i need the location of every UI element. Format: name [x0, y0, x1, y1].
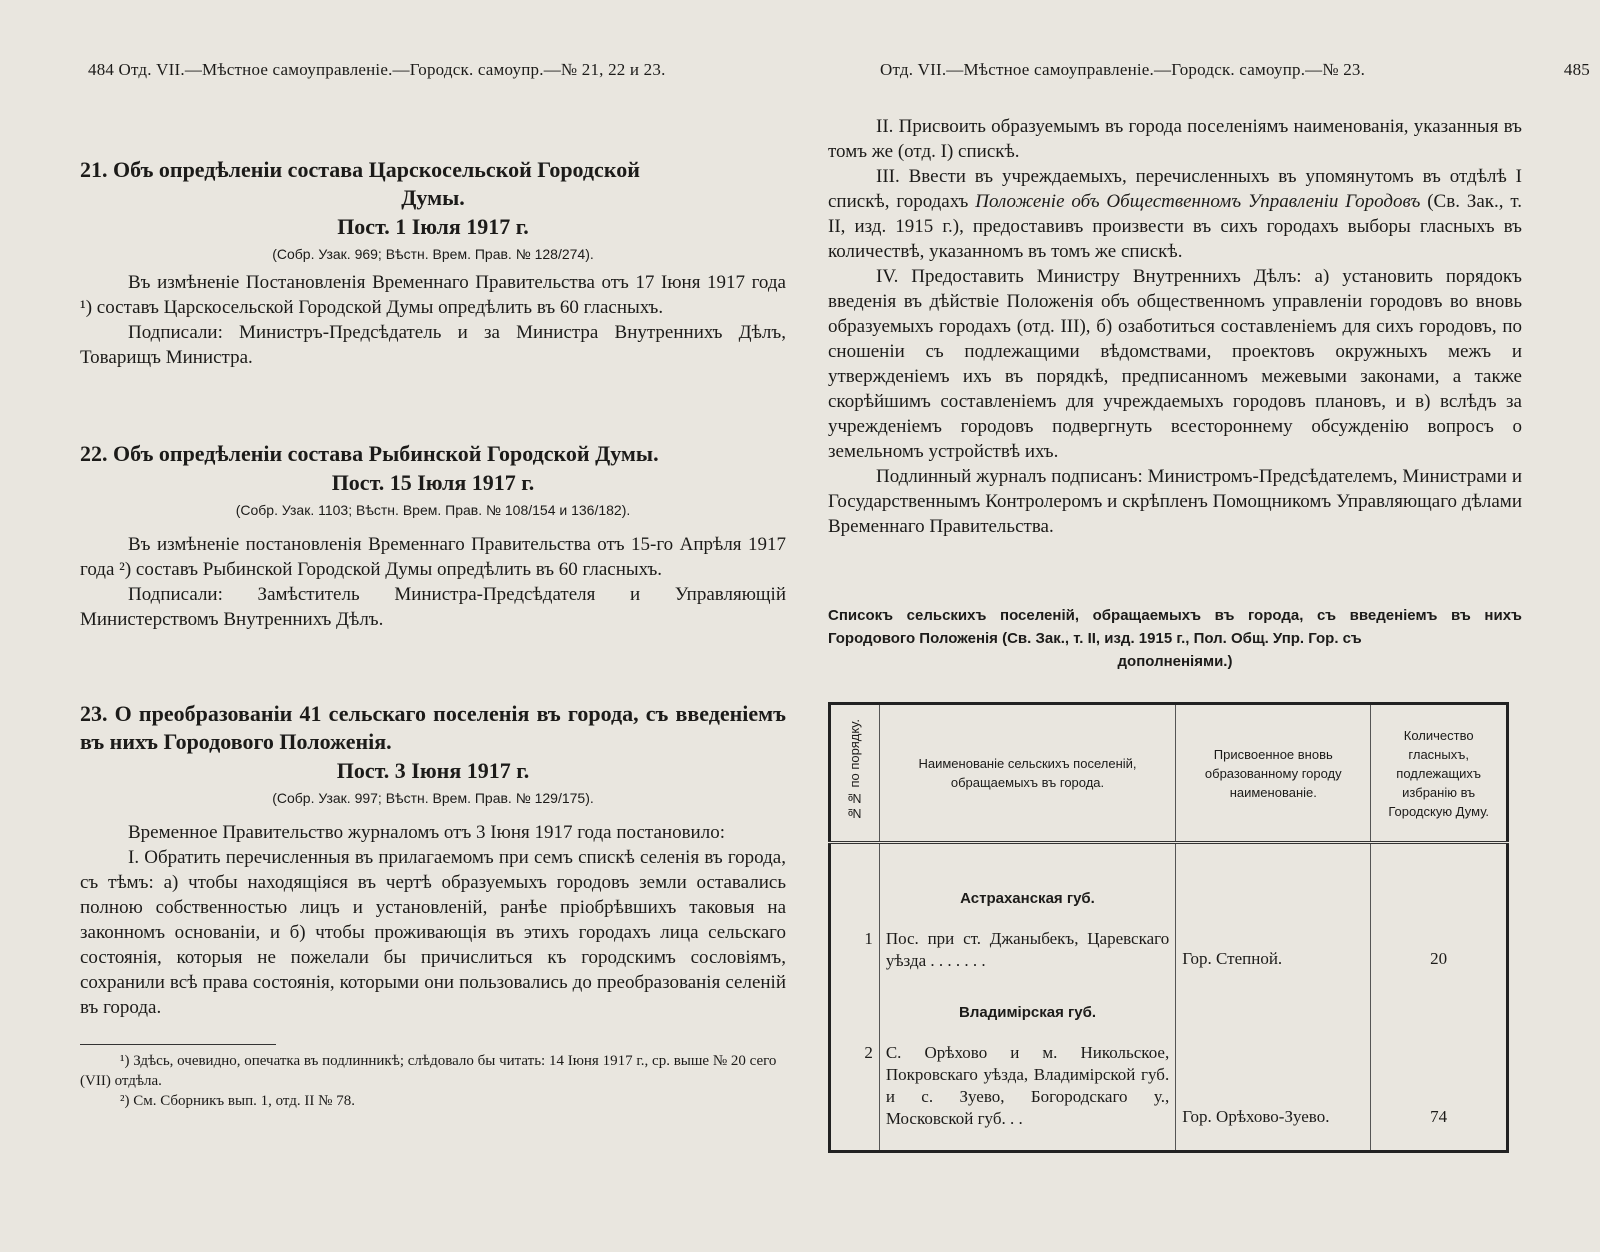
section-21-source: (Собр. Узак. 969; Вѣстн. Врем. Прав. № 128/274).: [272, 246, 594, 262]
province-label: Астраханская губ.: [879, 843, 1175, 929]
town-name: Гор. Орѣхово-Зуево.: [1176, 1042, 1371, 1152]
section-23-source: (Собр. Узак. 997; Вѣстн. Врем. Прав. № 129/175).: [272, 790, 594, 806]
section-22-paragraph: Въ измѣненіе постановленія Временнаго Правительства отъ 15-го Апрѣля 1917 года ²) составъ Рыбинской Городской Думы опредѣлить въ 60 гласныхъ.: [80, 534, 786, 580]
table-row: [830, 928, 1508, 972]
province-label: Владимірская губ.: [879, 972, 1175, 1042]
section-23-post: Пост. 3 Іюня 1917 г.: [336, 758, 530, 783]
section-23-title: 23. О преобразованіи 41 сельскаго поселенія въ города, съ введеніемъ въ нихъ Городового Положенія.: [80, 701, 786, 754]
table-row: [830, 843, 1508, 929]
page-number: 485: [1563, 60, 1590, 79]
row-number: 2: [864, 1043, 873, 1062]
section-21-paragraph: Въ измѣненіе Постановленія Временнаго Правительства отъ 17 Іюня 1917 года ¹) составъ Царскосельской Городской Думы опредѣлить въ 60 гласныхъ.: [80, 272, 786, 318]
running-head: Отд. VII.—Мѣстное самоуправленіе.—Городск. самоупр.—№ 23. 485: [880, 60, 1590, 79]
point-2: II. Присвоить образуемымъ въ города поселеніямъ наименованія, указанныя въ томъ же (отд. I) спискѣ.: [828, 116, 1522, 162]
header-council-count: Количество гласныхъ, подлежащихъ избранію въ Городскую Думу.: [1371, 704, 1508, 843]
section-23-intro: Временное Правительство журналомъ отъ 3 Іюня 1917 года постановило:: [128, 822, 725, 843]
settlement-name: Пос. при ст. Джаныбекъ, Царевскаго уѣзда . . . . . . .: [879, 928, 1175, 972]
point-4: IV. Предоставить Министру Внутреннихъ Дѣлъ: а) установить порядокъ введенія въ дѣйствіе Положенія объ общественномъ управленіи городовъ во вновь образуемыхъ городахъ (отд. III), б) озаботиться составленіемъ для сихъ городовъ, по сношеніи съ подлежащими вѣдомствами, проектовъ окружныхъ межъ и утвержденіемъ ихъ въ порядкѣ, предписанномъ межевыми законами, а также скорѣйшимъ составленіемъ для учреждаемыхъ городовъ плановъ, и в) вслѣдъ за учрежденіемъ городовъ подвергнуть всестороннему обсужденію вопросъ о земельномъ устройствѣ ихъ.: [828, 266, 1522, 462]
section-21: [80, 156, 786, 370]
header-number: №№ по порядку.: [830, 704, 880, 843]
footnote-1: ¹) Здѣсь, очевидно, опечатка въ подлинникѣ; слѣдовало бы читать: 14 Іюня 1917 г., ср. выше № 20 сего (VII) отдѣла.: [80, 1053, 777, 1089]
point-3: III. Ввести въ учреждаемыхъ, перечисленныхъ въ упомянутомъ въ отдѣлѣ I спискѣ, городахъ Положеніе объ Общественномъ Управленіи Городовъ (Св. Зак., т. II, изд. 1915 г.), предоставивъ произвести въ сихъ городахъ выборы гласныхъ въ количествѣ, указанномъ въ томъ же спискѣ.: [828, 166, 1522, 262]
section-22-signatures: Подписали: Замѣститель Министра-Предсѣдателя и Управляющій Министерствомъ Внутреннихъ Дѣлъ.: [80, 584, 786, 630]
settlements-table: [828, 702, 1509, 1153]
settlement-name: С. Орѣхово и м. Никольское, Покровскаго уѣзда, Владимірской губ. и с. Зуево, Богородскаго у., Московской губ. . .: [879, 1042, 1175, 1152]
footnote-rule: [80, 1044, 276, 1045]
section-21-title: 21. Объ опредѣленіи состава Царскосельской Городской Думы.: [80, 157, 640, 210]
section-22-source: (Собр. Узак. 1103; Вѣстн. Врем. Прав. № 108/154 и 136/182).: [235, 502, 631, 518]
table-caption: Списокъ сельскихъ поселеній, обращаемыхъ въ города, съ введеніемъ въ нихъ Городового Положенія (Св. Зак., т. II, изд. 1915 г., Пол. Общ. Упр. Гор. съ дополненіями.): [828, 607, 1522, 670]
settlements-table-wrap: [814, 702, 1509, 1153]
header-settlement: Наименованіе сельскихъ поселеній, обращаемыхъ въ города.: [879, 704, 1175, 843]
section-22-post: Пост. 15 Іюля 1917 г.: [331, 470, 535, 495]
section-21-post: Пост. 1 Іюля 1917 г.: [337, 214, 529, 239]
journal-signatures: Подлинный журналъ подписанъ: Министромъ-Предсѣдателемъ, Министрами и Государственнымъ Контролеромъ и скрѣпленъ Помощникомъ Управляющаго дѣлами Временнаго Правительства.: [828, 466, 1522, 537]
header-town-name: Присвоенное вновь образованному городу наименованіе.: [1176, 704, 1371, 843]
table-row: [830, 972, 1508, 1042]
town-name: Гор. Степной.: [1176, 928, 1371, 972]
section-23: [80, 700, 786, 1111]
council-count: 74: [1371, 1042, 1508, 1152]
footnote-2: ²) См. Сборникъ вып. 1, отд. II № 78.: [120, 1093, 355, 1109]
row-number: 1: [864, 929, 873, 948]
section-22-title: 22. Объ опредѣленіи состава Рыбинской Городской Думы.: [80, 441, 659, 466]
section-23-continued: [828, 114, 1522, 539]
running-head: 484 Отд. VII.—Мѣстное самоуправленіе.—Городск. самоупр.—№ 21, 22 и 23.: [88, 60, 666, 79]
table-header-row: [830, 704, 1508, 843]
council-count: 20: [1371, 928, 1508, 972]
section-23-point-1: I. Обратить перечисленныя въ прилагаемомъ при семъ спискѣ селенія въ города, съ тѣмъ: а) чтобы находящіяся въ чертѣ образуемыхъ городовъ земли оставались полною собственностью лицъ и установленій, ранѣе пріобрѣвшихъ таковыя на законномъ основаніи, и б) чтобы проживающія въ этихъ городахъ лица сельскаго состоянія, которыя не пожелали бы причислиться къ городскимъ сословіямъ, сохранили всѣ права состоянія, которыми они пользовались до преобразованія селеній въ города.: [80, 847, 786, 1018]
section-21-signatures: Подписали: Министръ-Предсѣдатель и за Министра Внутреннихъ Дѣлъ, Товарищъ Министра.: [80, 322, 786, 368]
table-row: [830, 1042, 1508, 1152]
right-page: [800, 0, 1600, 1252]
section-22: [80, 440, 786, 632]
